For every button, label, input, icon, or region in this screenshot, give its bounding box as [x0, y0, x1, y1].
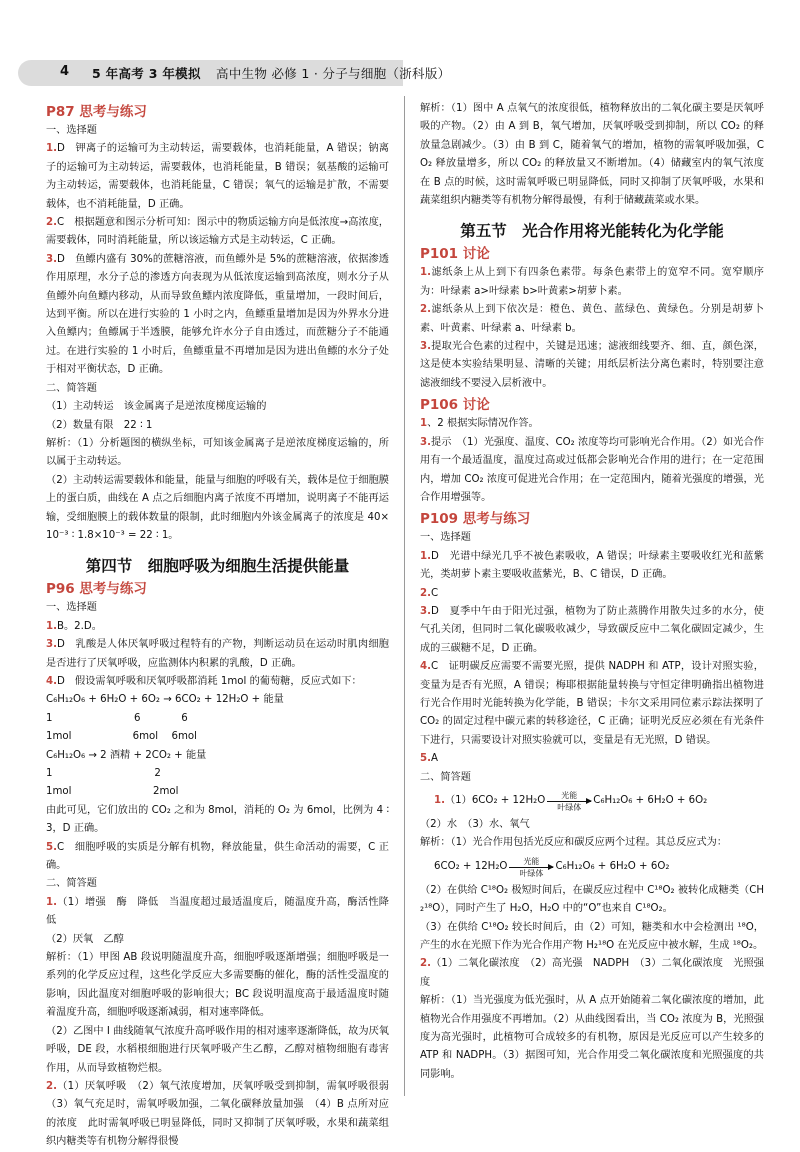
answer-text: （1）二氧化碳浓度 （2）高光强 NADPH （3）二氧化碳浓度 光照强度: [420, 958, 764, 988]
reaction-arrow: [509, 857, 553, 878]
answer-text: D 钾离子的运输可为主动转运，需要载体，也消耗能量，A 错误；钠离子的运输可为主动转运，需要载体，也消耗能量，B 错误；氨基酸的运输可为主动转运，需要载体，也消耗能量，C 错误；氧气的运输是扩散，不需要载体，也不消耗能量，D 正确。: [46, 143, 389, 210]
question-item: [46, 1078, 400, 1152]
equation-products: C₆H₁₂O₆ + 6H₂O + 6O₂: [555, 861, 670, 873]
question-item: [420, 434, 764, 508]
question-number: 1: [420, 418, 428, 430]
question-number: 1.: [46, 620, 57, 632]
equation: [434, 791, 764, 812]
answer-text: D 假设需氧呼吸和厌氧呼吸都消耗 1mol 的葡萄糖，反应式如下：: [56, 675, 362, 687]
equation-products: C₆H₁₂O₆ + 6H₂O + 6O₂: [593, 795, 708, 807]
arrow-line: [547, 801, 591, 802]
paragraph: （2）主动转运需要载体和能量，能量与细胞的呼吸有关，载体是位于细胞膜上的蛋白质，曲线在 A 点之后细胞内离子浓度不再增加，说明离子不能再运输，受细胞膜上的载体数量的限制，此时细胞内外该金属离子的浓度是 40×10⁻³ ∶ 1.8×10⁻³ = 22 ∶ 1。: [46, 474, 389, 541]
paragraph: C₆H₁₂O₆ → 2 酒精 + 2CO₂ + 能量: [46, 749, 207, 761]
question-number: 2.: [46, 1080, 57, 1092]
question-item: [46, 673, 389, 691]
paragraph: 二、简答题: [46, 878, 97, 890]
section-heading: P101 讨论: [420, 246, 490, 263]
book-title: 5 年高考 3 年模拟: [92, 66, 201, 81]
answer-text: C 细胞呼吸的实质是分解有机物，释放能量，供生命活动的需要，C 正确。: [46, 841, 389, 872]
answer-text: 、2 根据实际情况作答。: [427, 418, 539, 430]
section-heading: P106 讨论: [420, 397, 490, 414]
paragraph: （2）厌氧 乙醇: [46, 933, 124, 945]
question-item: [46, 894, 389, 931]
answer-text: D 光谱中绿光几乎不被色素吸收，A 错误；叶绿素主要吸收红光和蓝紫光，类胡萝卜素主要吸收蓝紫光，B、C 错误，D 正确。: [420, 550, 764, 581]
paragraph: 一、选择题: [46, 602, 97, 614]
answer-text: C: [430, 587, 439, 599]
answer-text: 提取光合色素的过程中，关键是迅速；滤液细线要齐、细、直，颜色深，这是使本实验结果明显、清晰的关键；用纸层析法分离色素时，特别要注意滤液细线不要浸入层析液中。: [420, 341, 764, 389]
page-number: 4: [60, 64, 70, 79]
paragraph: 一、选择题: [420, 532, 471, 544]
paragraph: 解析：（1）图中 A 点氧气的浓度很低，植物释放出的二氧化碳主要是厌氧呼吸的产物。（2）由 A 到 B，氧气增加，厌氧呼吸受到抑制，所以 CO₂ 的释放量急剧减少。（3）由 B 到 C，随着氧气的增加，植物的需氧呼吸加强，CO₂ 释放量增多，所以 CO₂ 的释放量又不断增加。（4）储藏室内的氧气浓度在 B 点的时候，这时需氧呼吸已明显降低，同时又抑制了厌氧呼吸，水果和蔬菜组织内糖类等有机物分解得最慢，有利于储藏蔬菜或水果。: [420, 103, 764, 207]
paragraph: 解析：（1）分析题图的横纵坐标，可知该金属离子是逆浓度梯度运输的，所以属于主动转运。: [46, 437, 389, 468]
arrow-top-label: 光能: [523, 856, 540, 866]
paragraph: 解析：（1）甲图 AB 段说明随温度升高，细胞呼吸逐渐增强；细胞呼吸是一系列的化学反应过程，这些化学反应大多需要酶的催化，酶的活性受温度的影响，因此温度对细胞呼吸的影响很大；BC 段说明温度高于最适温度时随着温度升高，细胞呼吸逐渐减弱，相对速率降低。: [46, 952, 389, 1019]
page-header: [0, 0, 800, 81]
answer-text: B。2.D。: [56, 620, 102, 632]
equation: [434, 857, 764, 878]
reaction-arrow: [547, 791, 591, 812]
question-item: [420, 585, 764, 603]
question-number: 3.: [46, 639, 57, 651]
paragraph: C₆H₁₂O₆ + 6H₂O + 6O₂ → 6CO₂ + 12H₂O + 能量: [46, 694, 284, 706]
paragraph: （3）在供给 C¹⁸O₂ 较长时间后，由（2）可知，糖类和水中会检测出 ¹⁸O，产生的水在光照下作为光合作用产物 H₂¹⁸O 在光反应中被水解，生成 ¹⁸O₂。: [420, 921, 764, 952]
right-column: [420, 100, 768, 1084]
question-number: 2.: [46, 217, 57, 229]
paragraph: 二、简答题: [46, 382, 97, 394]
question-item: [46, 251, 389, 380]
question-number: 4.: [46, 675, 57, 687]
question-item: [420, 338, 764, 393]
paragraph: （2）乙图中 Ⅰ 曲线随氧气浓度升高呼吸作用的相对速率逐渐降低，故为厌氧呼吸，DE 段，水稻根细胞进行厌氧呼吸产生乙醇，乙醇对植物细胞有毒害作用，从而导致植物烂根。: [46, 1025, 389, 1074]
paragraph: （1）主动转运 该金属离子是逆浓度梯度运输的: [46, 401, 267, 413]
answer-text: 滤纸条从上到下依次是：橙色、黄色、蓝绿色、黄绿色。分别是胡萝卜素、叶黄素、叶绿素 a、叶绿素 b。: [420, 304, 764, 334]
arrow-bottom-label: 叶绿体: [519, 868, 544, 878]
answer-text: （1）增强 酶 降低 当温度超过最适温度后，随温度升高，酶活性降低: [46, 896, 389, 927]
question-item: [46, 636, 389, 673]
question-item: [46, 618, 389, 636]
paragraph: （2）水 （3）水、氧气: [420, 819, 530, 830]
question-number: 2.: [420, 587, 431, 599]
paragraph: 1mol 2mol: [46, 786, 179, 798]
paragraph: 解析：（1）光合作用包括光反应和碳反应两个过程。其总反应式为：: [420, 837, 728, 849]
question-item: [420, 264, 764, 301]
paragraph: 1 2: [46, 768, 161, 779]
paragraph: 1mol 6mol 6mol: [46, 731, 197, 743]
answer-text: D 乳酸是人体厌氧呼吸过程特有的产物，判断运动员在运动时肌肉细胞是否进行了厌氧呼吸，应监测体内积累的乳酸，D 正确。: [46, 639, 389, 669]
answer-text: D 鱼鳔内盛有 30%的蔗糖溶液，而鱼鳔外是 5%的蔗糖溶液，依据渗透作用原理，水分子总的渗透方向表现为从低浓度运输到高浓度，则水分子从鱼鳔外向鱼鳔内移动，从而导致鱼鳔内浓度降低，重量增加，一段时间后，达到平衡。所以在进行实验的 1 小时之内，鱼鳔重量增加是因为外界水分进入鱼鳔内；鱼鳔属于半透膜，能够允许水分子自由透过，而蔗糖分子不能通过。在进行实验的 1 小时后，鱼鳔重量不再增加是因为进出鱼鳔的水分子处于相对平衡状态，D 正确。: [46, 253, 389, 376]
question-item: [46, 140, 389, 214]
chapter-title: 第四节 细胞呼吸为细胞生活提供能量: [85, 557, 350, 576]
paragraph: 由此可见，它们放出的 CO₂ 之和为 8mol，消耗的 O₂ 为 6mol，比例为 4 ∶ 3，D 正确。: [46, 804, 393, 835]
answer-text: D 夏季中午由于阳光过强，植物为了防止蒸腾作用散失过多的水分，使气孔关闭，但同时二氧化碳吸收减少，导致碳反应中二氧化碳固定减少，生成的三碳糖不足，D 正确。: [420, 605, 764, 654]
question-item: [420, 750, 764, 768]
question-item: [420, 955, 764, 992]
question-number: 1.: [46, 896, 57, 908]
question-number: 1.: [420, 550, 431, 562]
question-item: [420, 301, 764, 338]
question-number: 1.: [46, 143, 57, 155]
question-number: 1.: [434, 795, 445, 807]
question-item: [420, 658, 768, 750]
question-item: [420, 603, 764, 658]
question-number: 3.: [420, 605, 431, 617]
book-subtitle: 高中生物 必修 1 · 分子与细胞（浙科版）: [216, 66, 451, 81]
section-heading: P87 思考与练习: [46, 104, 147, 120]
question-item: [420, 415, 764, 433]
answer-text: （1）厌氧呼吸 （2）氧气浓度增加，厌氧呼吸受到抑制，需氧呼吸很弱 （3）氧气充足时，需氧呼吸加强，二氧化碳释放量加强 （4）B 点所对应的浓度 此时需氧呼吸已明显降低，同时又抑制了厌氧呼吸，水果和蔬菜组织内糖类等有机物分解得很慢: [46, 1080, 400, 1148]
question-number: 1.: [420, 267, 431, 279]
paragraph: 二、简答题: [420, 771, 471, 783]
answer-text: A: [430, 753, 438, 765]
question-number: 3.: [46, 253, 57, 265]
answer-text: C 根据题意和图示分析可知：图示中的物质运输方向是低浓度→高浓度，需要载体，同时消耗能量，所以该运输方式是主动转运，C 正确。: [46, 217, 389, 247]
paragraph: 一、选择题: [46, 125, 97, 136]
question-item: [46, 214, 389, 251]
question-number: 5.: [46, 841, 57, 853]
question-item: [420, 548, 764, 585]
question-number: 4.: [420, 661, 431, 673]
arrow-bottom-label: 叶绿体: [557, 803, 582, 812]
question-number: 2.: [420, 304, 431, 316]
answer-text: C 证明碳反应需要不需要光照，提供 NADPH 和 ATP，设计对照实验，变量为是否有光照，A 错误；梅耶根据能量转换与守恒定律明确指出植物进行光合作用时光能转换为化学能，B 错误；卡尔文采用同位素示踪法探明了 CO₂ 的固定过程中碳元素的转移途径，C 正确；证明光反应必须在有光条件下进行，只需要设计对照实验就可以，变量是有无光照，D 错误。: [420, 661, 768, 746]
paragraph: （2）数量有限 22 ∶ 1: [46, 419, 153, 431]
answer-text: 提示 （1）光强度、温度、CO₂ 浓度等均可影响光合作用。（2）如光合作用有一个最适温度，温度过高或过低都会影响光合作用的进行；在一定范围内，增加 CO₂ 浓度可促进光合作用；在一定范围内，随着光强度的增强，光合作用增强等。: [420, 436, 764, 503]
equation-reactants: （1）6CO₂ + 12H₂O: [444, 795, 546, 807]
section-heading: P96 思考与练习: [46, 581, 147, 598]
question-number: 2.: [420, 958, 431, 970]
paragraph: 解析：（1）当光强度为低光强时，从 A 点开始随着二氧化碳浓度的增加，此植物光合作用强度不再增加。（2）从曲线图看出，当 CO₂ 浓度为 B，光照强度为高光强时，此植物可合成较多的有机物，原因是光反应可以产生较多的 ATP 和 NADPH。（3）据图可知，光合作用受二氧化碳浓度和光照强度的共同影响。: [420, 995, 768, 1080]
question-number: 3.: [420, 341, 431, 353]
question-number: 3.: [420, 436, 431, 448]
chapter-title: 第五节 光合作用将光能转化为化学能: [460, 222, 724, 241]
arrow-top-label: 光能: [561, 791, 578, 800]
paragraph: 1 6 6: [46, 712, 188, 724]
arrow-line: [509, 867, 553, 868]
section-heading: P109 思考与练习: [420, 511, 531, 528]
answer-text: 滤纸条上从上到下有四条色素带。每条色素带上的宽窄不同。宽窄顺序为：叶绿素 a>叶绿素 b>叶黄素>胡萝卜素。: [420, 267, 764, 297]
question-number: 5.: [420, 753, 431, 765]
equation-reactants: 6CO₂ + 12H₂O: [434, 861, 508, 873]
paragraph: （2）在供给 C¹⁸O₂ 极短时间后，在碳反应过程中 C¹⁸O₂ 被转化成糖类（CH₂¹⁸O），同时产生了 H₂O，H₂O 中的“O”也来自 C¹⁸O₂。: [420, 884, 764, 915]
left-column: [46, 100, 400, 1152]
column-divider: [404, 96, 405, 1096]
question-item: [46, 839, 389, 876]
